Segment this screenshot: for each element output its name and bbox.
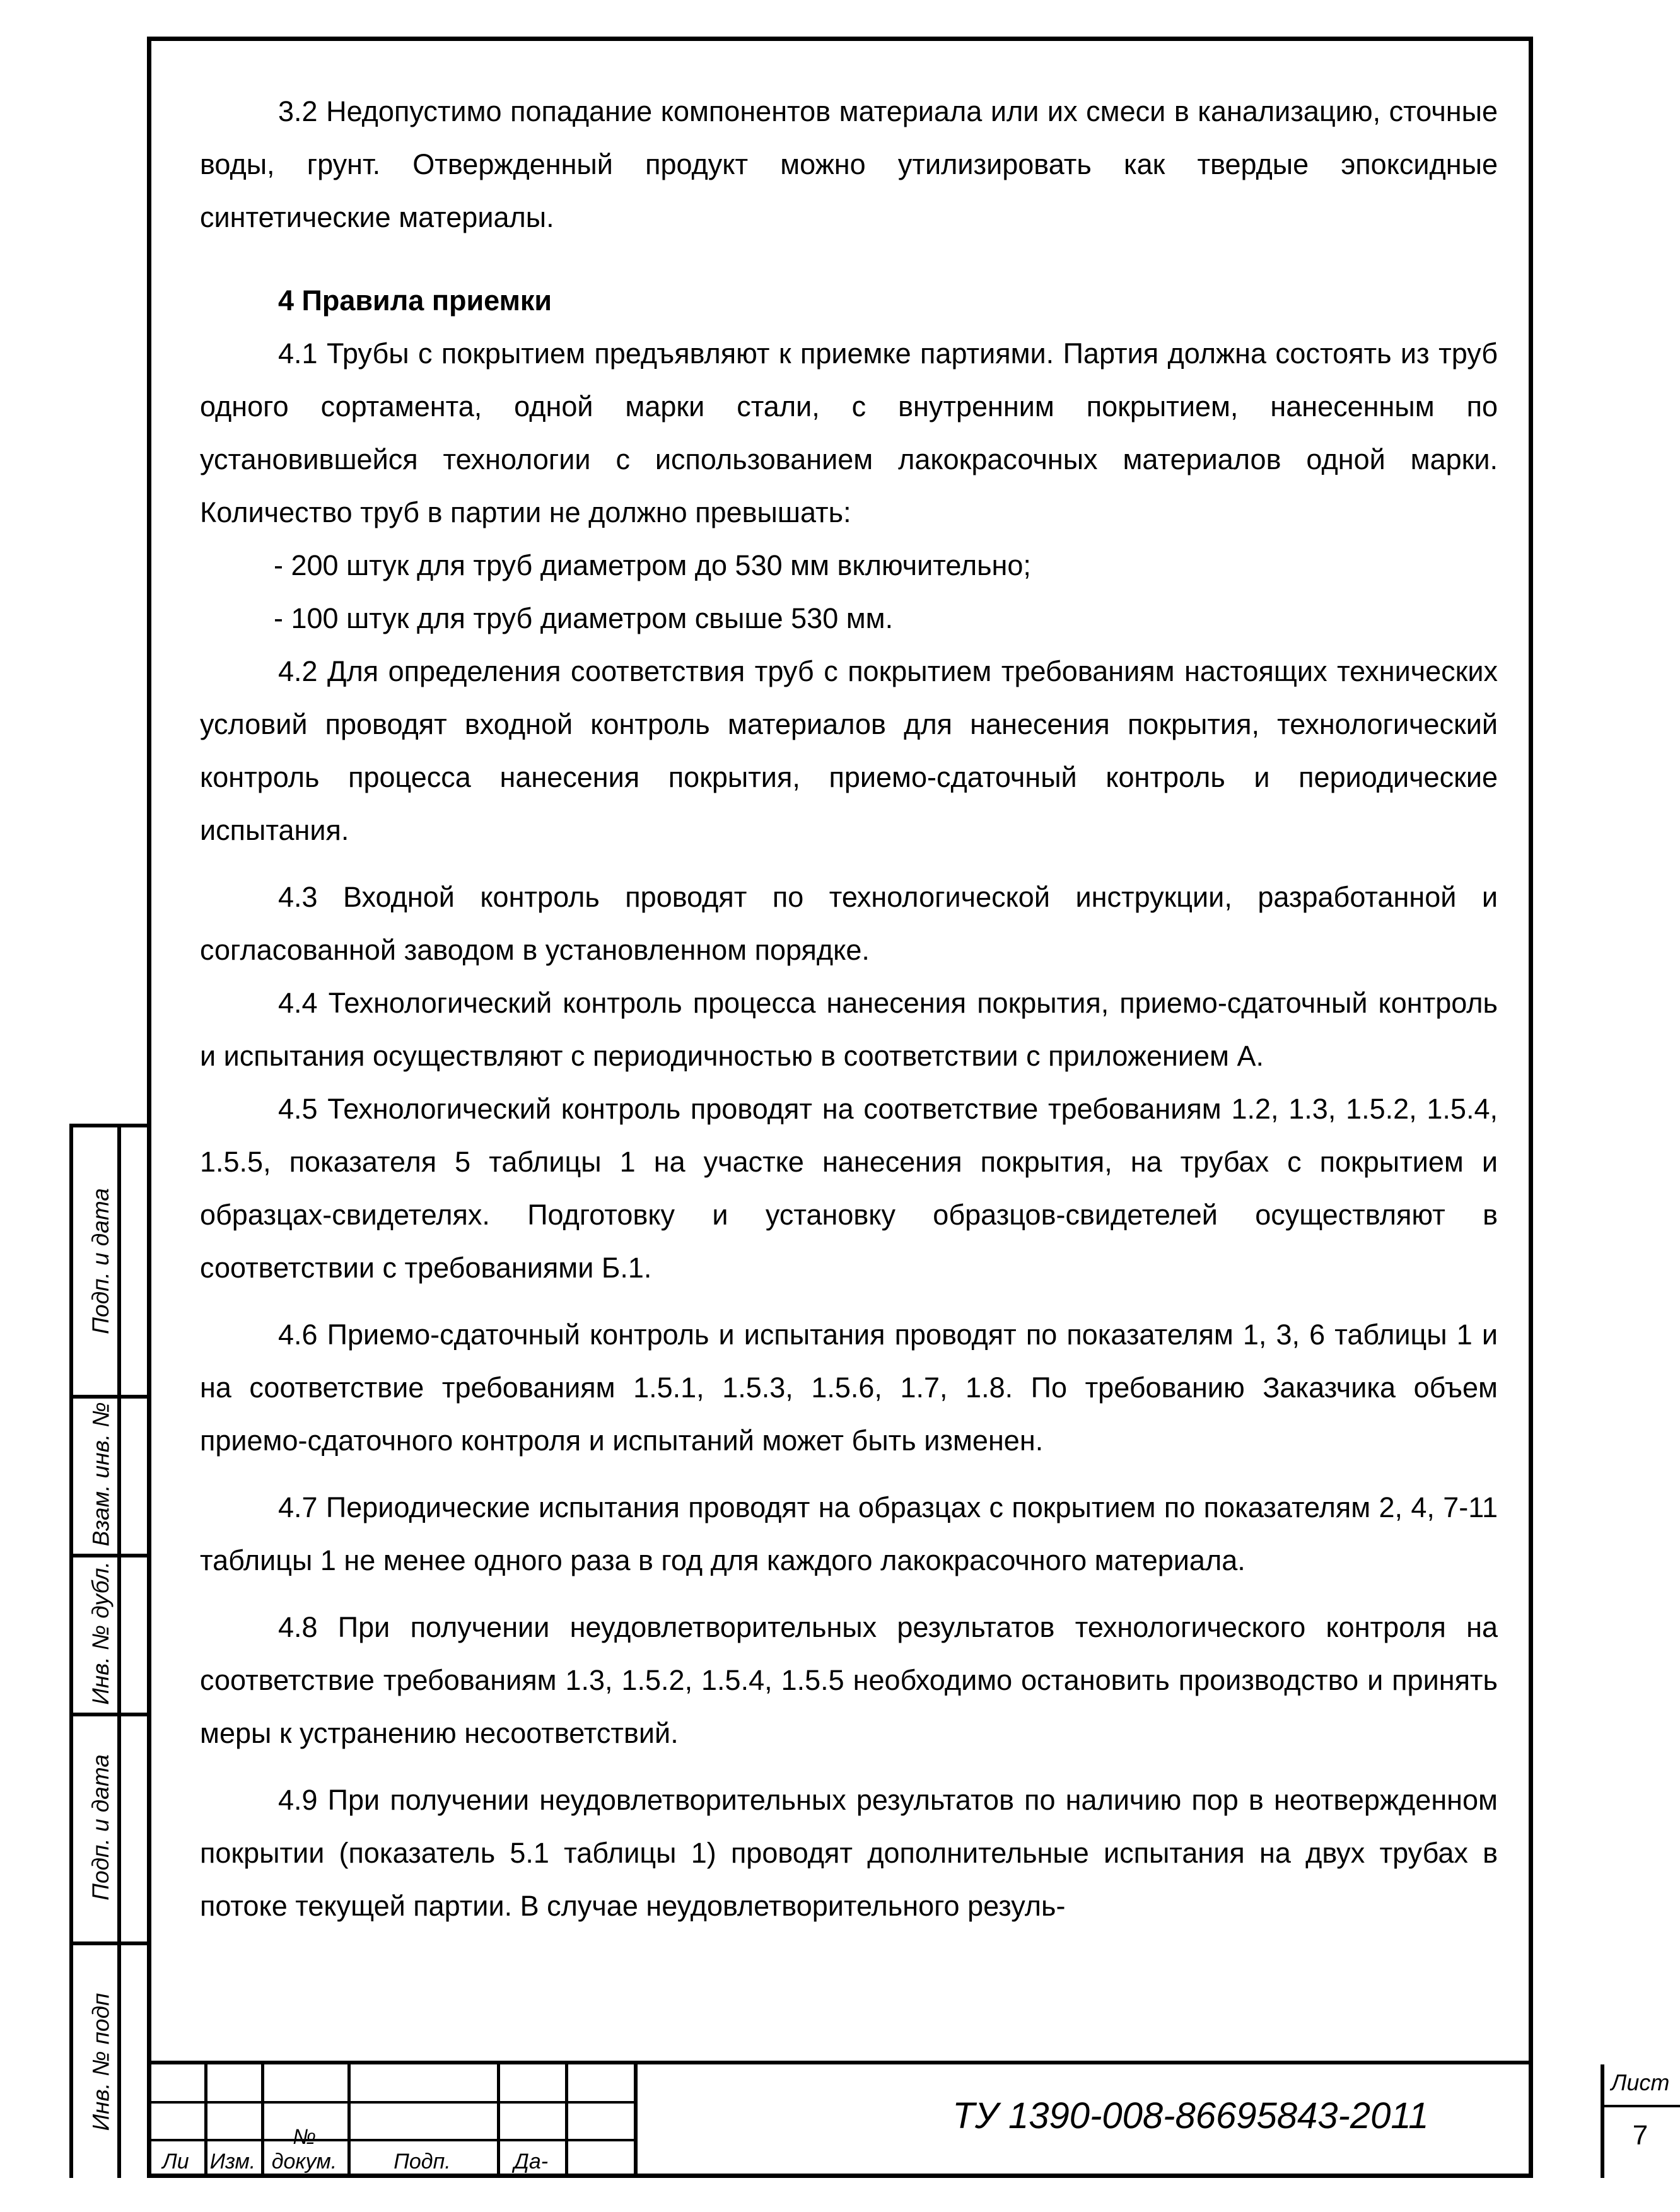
paragraph-4-6: 4.6 Приемо-сдаточный контроль и испытания проводят по показателям 1, 3, 6 таблицы 1 и на соответствие требованиям 1.5.1, 1.5.3, 1.5.6, 1.7, 1.8. По требованию Заказчика объем приемо-сдаточного контроля и испытаний может быть изменен.: [200, 1318, 1498, 1457]
col-sign-label: Подп.: [394, 2150, 451, 2174]
col-izm-label: Изм.: [209, 2150, 256, 2174]
paragraph-4-3: 4.3 Входной контроль проводят по технологической инструкции, разработанной и согласованной заводом в установленном порядке.: [200, 881, 1498, 966]
paragraph-4-4: 4.4 Технологический контроль процесса нанесения покрытия, приемо-сдаточный контроль и испытания осуществляют с периодичностью в соответствии с приложением А.: [200, 987, 1498, 1072]
paragraph-4-9: 4.9 При получении неудовлетворительных результатов по наличию пор в неотвержденном покрытии (показатель 5.1 таблицы 1) проводят дополнительные испытания на двух трубах в потоке текущей партии. В случае неудовлетворительного резуль-: [200, 1784, 1498, 1922]
paragraph-4-7: 4.7 Периодические испытания проводят на образцах с покрытием по показателям 2, 4, 7-11 таблицы 1 не менее одного раза в год для каждого лакокрасочного материала.: [200, 1491, 1498, 1576]
paragraph-3-2: 3.2 Недопустимо попадание компонентов материала или их смеси в канализацию, сточные воды, грунт. Отвержденный продукт можно утилизировать как твердые эпоксидные синтетические материалы.: [200, 95, 1498, 233]
list-item-200: - 200 штук для труб диаметром до 530 мм включительно;: [274, 549, 1031, 581]
col-doc-label: № докум.: [271, 2125, 337, 2174]
side-sign-date-top: Подп. и дата: [88, 1188, 114, 1334]
sheet-number: 7: [1632, 2120, 1648, 2151]
side-dup-inv: Инв. № дубл.: [88, 1561, 114, 1705]
list-item-100: - 100 штук для труб диаметром свыше 530 мм.: [274, 602, 894, 634]
paragraph-4-2: 4.2 Для определения соответствия труб с покрытием требованиям настоящих технических условий проводят входной контроль материалов для нанесения покрытия, технологический контроль процесса нанесения покрытия, приемо-сдаточный контроль и периодические испытания.: [200, 655, 1498, 846]
document-body: [200, 85, 1498, 1933]
side-replaced-inv: Взам. инв. №: [88, 1402, 114, 1547]
paragraph-4-8: 4.8 При получении неудовлетворительных результатов технологического контроля на соответствие требованиям 1.3, 1.5.2, 1.5.4, 1.5.5 необходимо остановить производство и принять меры к устранению несоответствий.: [200, 1611, 1498, 1749]
document-number: ТУ 1390-008-86695843-2011: [952, 2095, 1429, 2136]
col-li-label: Ли: [162, 2150, 189, 2174]
side-orig-inv: Инв. № подп: [88, 1993, 114, 2131]
side-sign-date-bottom: Подп. и дата: [88, 1754, 114, 1901]
paragraph-4-5: 4.5 Технологический контроль проводят на соответствие требованиям 1.2, 1.3, 1.5.2, 1.5.4, 1.5.5, показателя 5 таблицы 1 на участке нанесения покрытия, на трубах с покрытием и образцах-свидетелях. Подготовку и установку образцов-свидетелей осуществляют в соответствии с требованиями Б.1.: [200, 1093, 1498, 1284]
paragraph-4-1: 4.1 Трубы с покрытием предъявляют к приемке партиями. Партия должна состоять из труб одного сортамента, одной марки стали, с внутренним покрытием, нанесенным по установившейся технологии с использованием лакокрасочных материалов одной марки. Количество труб в партии не должно превышать:: [200, 337, 1498, 528]
title-block: [147, 2061, 1670, 2178]
col-date-label: Да-: [513, 2150, 549, 2174]
side-stamp: [69, 1124, 148, 2178]
sheet-caption: Лист: [1611, 2069, 1670, 2095]
section-heading-4: 4 Правила приемки: [278, 284, 552, 317]
